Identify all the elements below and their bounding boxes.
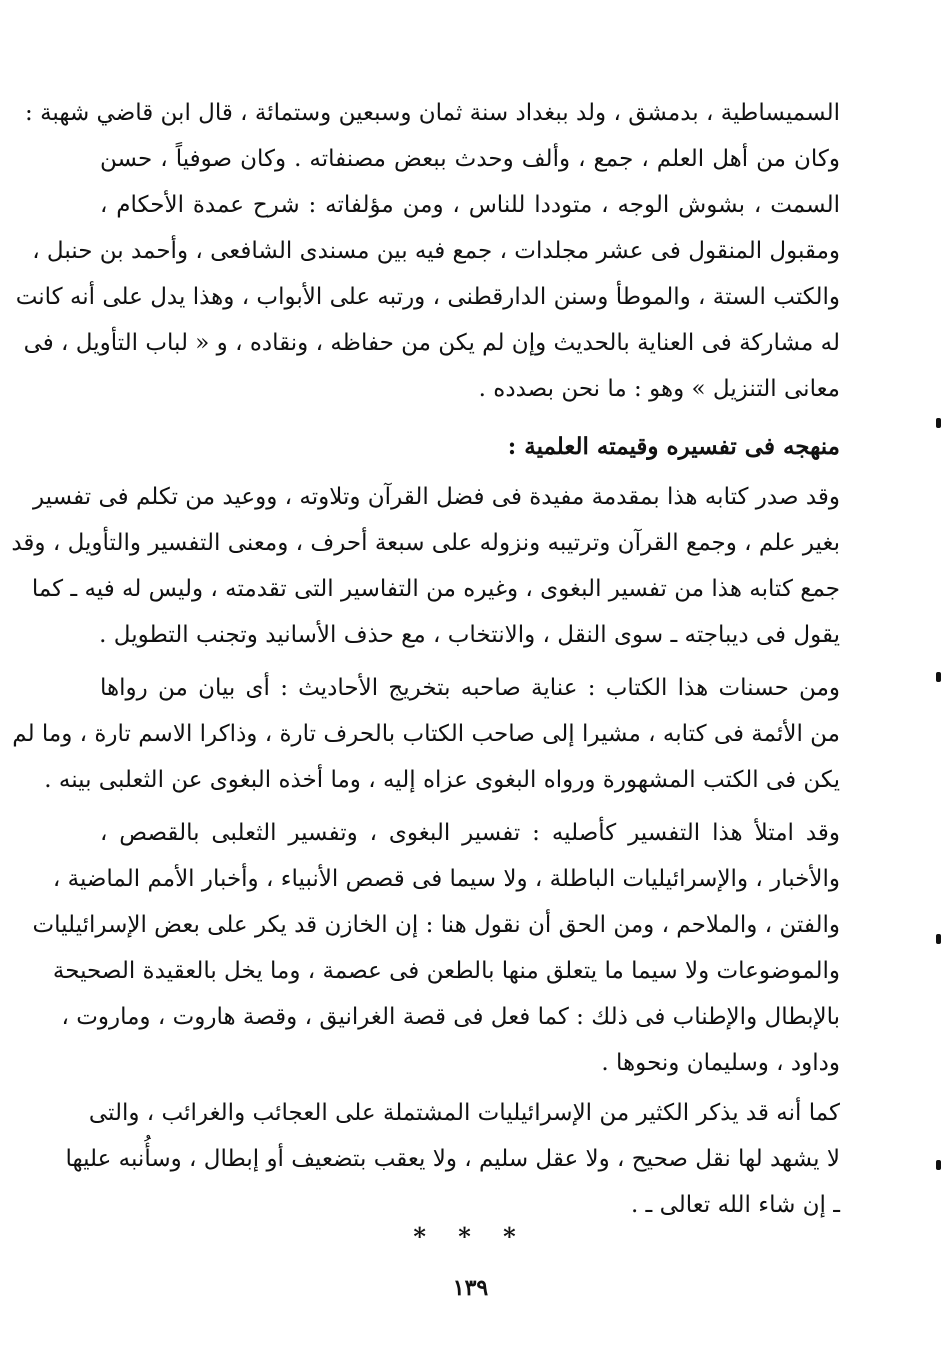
text-line: معانى التنزيل » وهو : ما نحن بصدده . bbox=[478, 376, 840, 402]
text-line: ـ إن شاء الله تعالى ـ . bbox=[630, 1192, 840, 1218]
section-separator: * * * bbox=[413, 1222, 528, 1251]
text-line: وداود ، وسليمان ونحوها . bbox=[601, 1050, 840, 1076]
text-line: جمع كتابه هذا من تفسير البغوى ، وغيره من التفاسير التى تقدمته ، وليس له فيه ـ كما bbox=[31, 576, 840, 602]
text-line: بالإبطال والإطناب فى ذلك : كما فعل فى قصة الغرانيق ، وقصة هاروت ، وماروت ، bbox=[61, 1004, 840, 1030]
text-line: ومن حسنات هذا الكتاب : عناية صاحبه بتخريج الأحاديث : أى بيان من رواها bbox=[100, 675, 840, 701]
text-line: يكن فى الكتب المشهورة ورواه البغوى عزاه إليه ، وما أخذه البغوى عن الثعلبى بينه . bbox=[44, 767, 840, 793]
scan-edge-mark bbox=[936, 1160, 941, 1170]
section-heading: منهجه فى تفسيره وقيمته العلمية : bbox=[507, 433, 840, 460]
paragraph-israiliyyat bbox=[32, 810, 840, 1086]
text-line: السميساطية ، بدمشق ، ولد ببغداد سنة ثمان وسبعين وستمائة ، قال ابن قاضي شهبة : bbox=[25, 100, 840, 126]
text-line: لا يشهد لها نقل صحيح ، ولا عقل سليم ، ولا يعقب بتضعيف أو إبطال ، وسأُنبه عليها bbox=[65, 1146, 840, 1172]
text-line: والفتن ، والملاحم ، ومن الحق أن نقول هنا : إن الخازن قد يكر على بعض الإسرائيليات bbox=[32, 912, 840, 938]
paragraph-wonders bbox=[65, 1090, 840, 1228]
text-line: كما أنه قد يذكر الكثير من الإسرائيليات المشتملة على العجائب والغرائب ، والتى bbox=[88, 1100, 840, 1126]
paragraph-biography bbox=[15, 90, 840, 412]
text-line: وكان من أهل العلم ، جمع ، وألف وحدث ببعض مصنفاته . وكان صوفياً ، حسن bbox=[100, 146, 840, 172]
scan-edge-mark bbox=[936, 418, 941, 428]
text-line: والأخبار ، والإسرائيليات الباطلة ، ولا سيما فى قصص الأنبياء ، وأخبار الأمم الماضية ، bbox=[52, 866, 840, 892]
text-line: وقد امتلأ هذا التفسير كأصليه : تفسير البغوى ، وتفسير الثعلبى بالقصص ، bbox=[100, 820, 840, 846]
scan-edge-mark bbox=[936, 934, 941, 944]
text-line: والكتب الستة ، والموطأ وسنن الدارقطنى ، ورتبه على الأبواب ، وهذا يدل على أنه كانت bbox=[15, 284, 840, 310]
paragraph-introduction bbox=[11, 474, 840, 658]
text-line: يقول فى ديباجته ـ سوى النقل ، والانتخاب ، مع حذف الأسانيد وتجنب التطويل . bbox=[99, 622, 840, 648]
page-number: ١٣٩ bbox=[452, 1275, 489, 1301]
text-line: من الأئمة فى كتابه ، مشيرا إلى صاحب الكتاب بالحرف تارة ، وذاكرا الاسم تارة ، وما لم bbox=[12, 721, 840, 747]
text-line: ومقبول المنقول فى عشر مجلدات ، جمع فيه بين مسندى الشافعى ، وأحمد بن حنبل ، bbox=[32, 238, 840, 264]
text-line: له مشاركة فى العناية بالحديث وإن لم يكن من حفاظه ، ونقاده ، و « لباب التأويل ، فى bbox=[23, 330, 840, 356]
text-line: السمت ، بشوش الوجه ، متوددا للناس ، ومن مؤلفاته : شرح عمدة الأحكام ، bbox=[100, 192, 840, 218]
scan-edge-mark bbox=[936, 672, 941, 682]
text-line: بغير علم ، وجمع القرآن وترتيبه ونزوله على سبعة أحرف ، ومعنى التفسير والتأويل ، وقد bbox=[11, 530, 840, 556]
paragraph-hadith-sourcing bbox=[12, 665, 840, 803]
text-line: والموضوعات ولا سيما ما يتعلق منها بالطعن فى عصمة ، وما يخل بالعقيدة الصحيحة bbox=[52, 958, 840, 984]
text-line: وقد صدر كتابه هذا بمقدمة مفيدة فى فضل القرآن وتلاوته ، ووعيد من تكلم فى تفسير bbox=[32, 484, 840, 510]
